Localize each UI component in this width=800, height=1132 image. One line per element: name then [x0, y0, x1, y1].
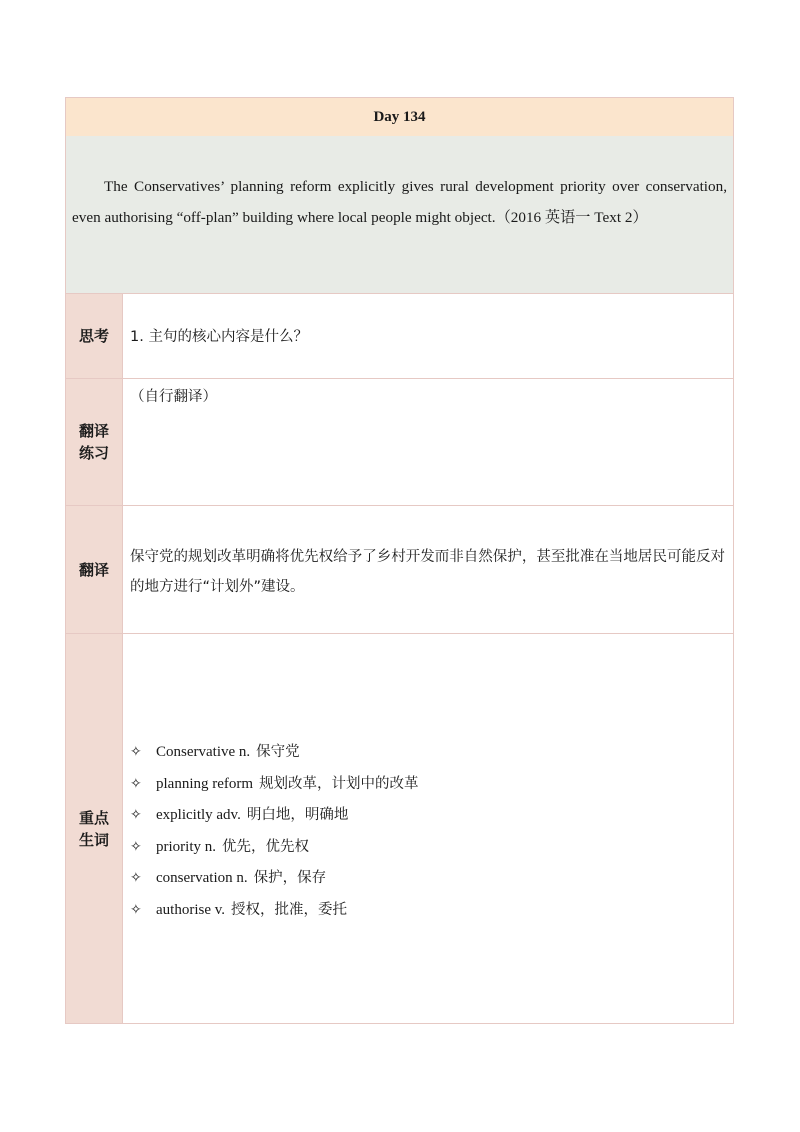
diamond-bullet-icon: ✧ — [130, 744, 142, 760]
study-table — [65, 97, 734, 1024]
vocabulary-content — [130, 634, 725, 1023]
diamond-bullet-icon: ✧ — [130, 775, 142, 792]
passage-text: The Conservatives’ planning reform explicitly gives rural development priority over conservation, even authorising “off-plan” building where local people might object.（2016 英语一 Text 2） — [72, 178, 727, 226]
vocab-gloss: 优先，优先权 — [222, 838, 309, 855]
vocab-gloss: 保护，保存 — [253, 870, 327, 886]
thinking-label: 思考 — [66, 294, 123, 378]
vocab-term: explicitly adv. — [156, 807, 241, 823]
vocab-item — [130, 800, 419, 832]
vocab-gloss: 明白地，明确地 — [246, 807, 349, 823]
translation-text: 保守党的规划改革明确将优先权给予了乡村开发而非自然保护，甚至批准在当地居民可能反对的地方进行“计划外”建设。 — [130, 549, 725, 595]
vocab-term: Conservative n. — [156, 744, 251, 760]
passage-section — [66, 136, 733, 294]
diamond-bullet-icon: ✧ — [130, 807, 142, 823]
vocab-term: priority n. — [156, 838, 216, 855]
practice-label: 翻译练习 — [66, 379, 123, 505]
vocabulary-list — [130, 737, 419, 926]
vocab-item — [130, 769, 419, 801]
diamond-bullet-icon: ✧ — [130, 901, 142, 918]
vocab-term: conservation n. — [156, 870, 248, 886]
vocab-gloss: 规划改革，计划中的改革 — [259, 775, 419, 792]
vocab-item — [130, 737, 419, 769]
translation-content — [130, 506, 725, 633]
diamond-bullet-icon: ✧ — [130, 870, 142, 886]
thinking-content — [130, 294, 725, 378]
vocab-item — [130, 832, 419, 864]
practice-content — [130, 379, 725, 505]
vocabulary-label: 重点生词 — [66, 634, 123, 1023]
vocab-item — [130, 895, 419, 927]
practice-row — [66, 379, 733, 506]
diamond-bullet-icon: ✧ — [130, 838, 142, 855]
thinking-row — [66, 294, 733, 379]
vocab-item — [130, 863, 419, 895]
translation-row — [66, 506, 733, 634]
vocab-term: authorise v. — [156, 901, 226, 918]
vocab-gloss: 保守党 — [256, 744, 300, 760]
vocab-gloss: 授权，批准，委托 — [231, 901, 348, 918]
thinking-question: 1. 主句的核心内容是什么？ — [130, 329, 308, 345]
vocab-term: planning reform — [156, 775, 254, 792]
translation-label: 翻译 — [66, 506, 123, 633]
day-title: Day 134 — [66, 98, 733, 137]
vocabulary-row — [66, 634, 733, 1023]
practice-hint: （自行翻译） — [130, 389, 217, 405]
